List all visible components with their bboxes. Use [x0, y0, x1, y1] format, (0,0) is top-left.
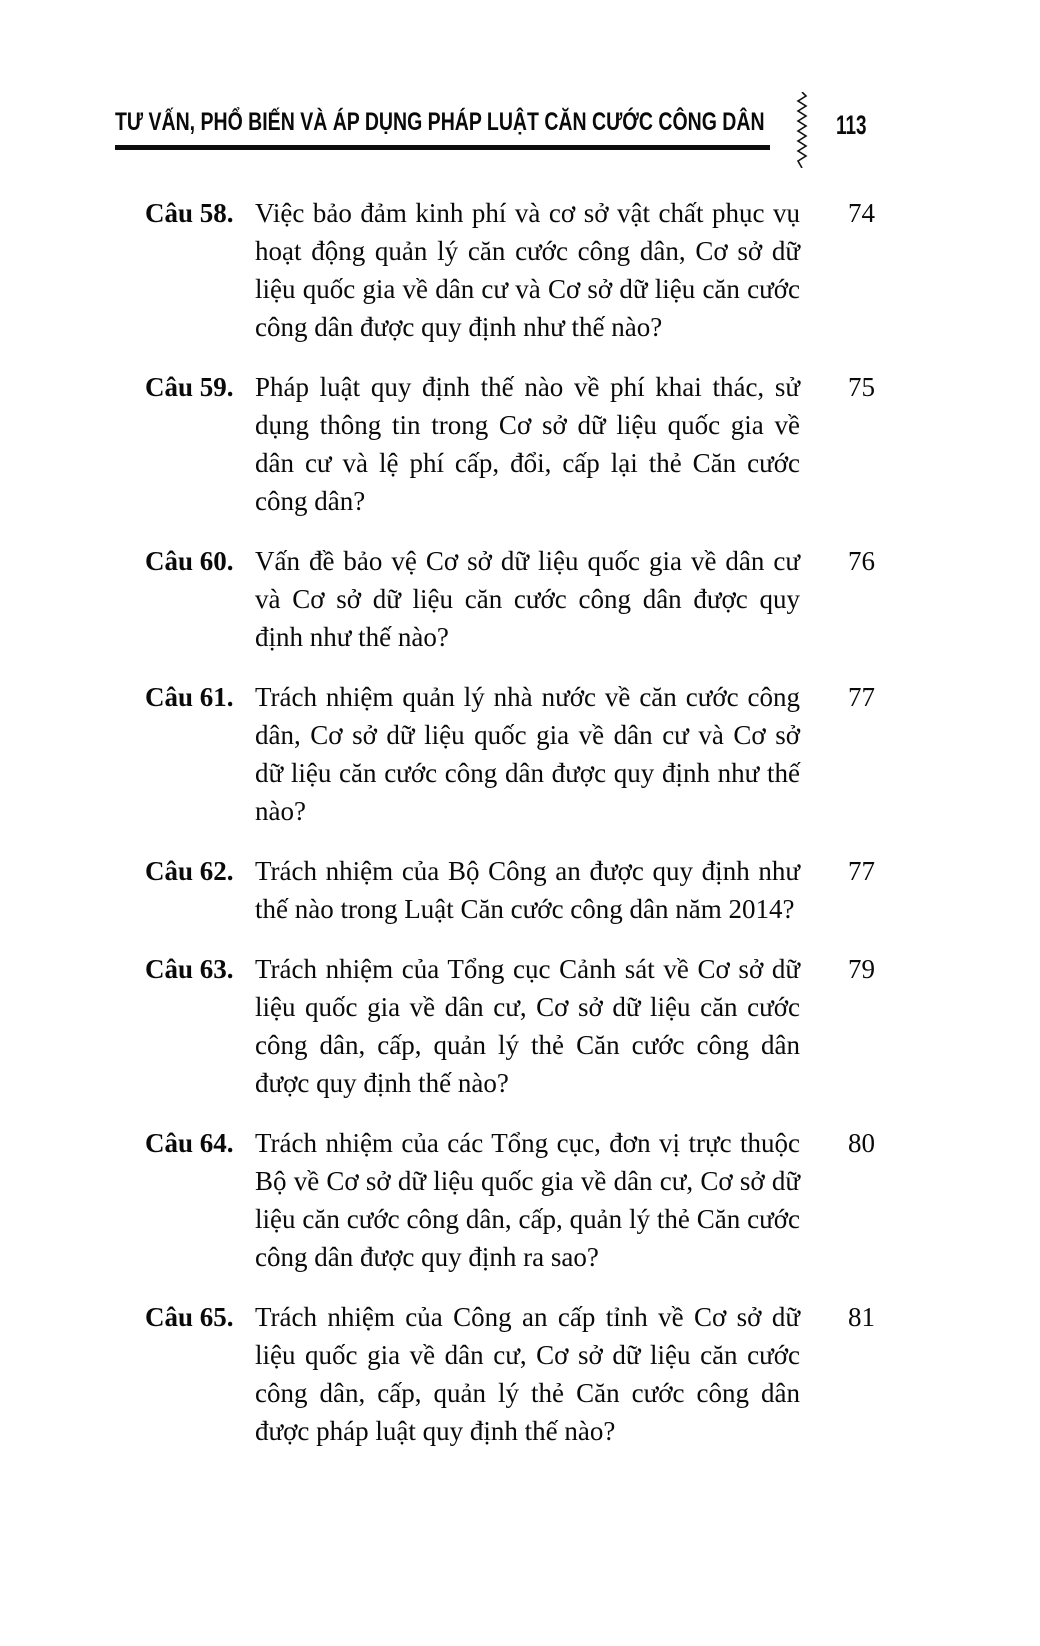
- table-of-contents: [145, 194, 875, 1472]
- toc-entry: [145, 1124, 875, 1276]
- toc-entry-text: Vấn đề bảo vệ Cơ sở dữ liệu quốc gia về dân cư và Cơ sở dữ liệu căn cước công dân được quy định như thế nào?: [255, 546, 800, 652]
- toc-entry-label: Câu 65.: [145, 1302, 234, 1332]
- toc-entry-page: 80: [848, 1128, 875, 1158]
- toc-entry-label: Câu 62.: [145, 856, 234, 886]
- toc-entry-text: Trách nhiệm của các Tổng cục, đơn vị trực thuộc Bộ về Cơ sở dữ liệu quốc gia về dân cư, Cơ sở dữ liệu căn cước công dân, cấp, quản lý thẻ Căn cước công dân được quy định ra sao?: [255, 1128, 800, 1272]
- toc-entry-page: 75: [848, 372, 875, 402]
- toc-entry-text: Trách nhiệm của Bộ Công an được quy định như thế nào trong Luật Căn cước công dân năm 2014?: [255, 856, 800, 924]
- toc-entry-page: 76: [848, 546, 875, 576]
- toc-entry-text: Pháp luật quy định thế nào về phí khai thác, sử dụng thông tin trong Cơ sở dữ liệu quốc gia về dân cư và lệ phí cấp, đổi, cấp lại thẻ Căn cước công dân?: [255, 372, 800, 516]
- toc-entry-text: Trách nhiệm quản lý nhà nước về căn cước công dân, Cơ sở dữ liệu quốc gia về dân cư và Cơ sở dữ liệu căn cước công dân được quy định như thế nào?: [255, 682, 800, 826]
- toc-entry-text: Việc bảo đảm kinh phí và cơ sở vật chất phục vụ hoạt động quản lý căn cước công dân, Cơ sở dữ liệu quốc gia về dân cư và Cơ sở dữ liệu căn cước công dân được quy định như thế nào?: [255, 198, 800, 342]
- page-number: 113: [836, 110, 867, 140]
- toc-entry-label: Câu 64.: [145, 1128, 234, 1158]
- toc-entry-label: Câu 61.: [145, 682, 234, 712]
- toc-entry-text: Trách nhiệm của Tổng cục Cảnh sát về Cơ sở dữ liệu quốc gia về dân cư, Cơ sở dữ liệu căn cước công dân, cấp, quản lý thẻ Căn cước công dân được quy định thế nào?: [255, 954, 800, 1098]
- running-header-title: TƯ VẤN, PHỔ BIẾN VÀ ÁP DỤNG PHÁP LUẬT CĂN CƯỚC CÔNG DÂN: [115, 108, 765, 136]
- toc-entry-page: 77: [848, 682, 875, 712]
- toc-entry-page: 79: [848, 954, 875, 984]
- toc-entry-label: Câu 63.: [145, 954, 234, 984]
- toc-entry-page: 74: [848, 198, 875, 228]
- header-rule: [115, 145, 770, 150]
- toc-entry-label: Câu 59.: [145, 372, 234, 402]
- toc-entry-page: 77: [848, 856, 875, 886]
- toc-entry-label: Câu 60.: [145, 546, 234, 576]
- chain-ornament-icon: [795, 92, 809, 168]
- toc-entry: [145, 950, 875, 1102]
- toc-entry: [145, 368, 875, 520]
- toc-entry: [145, 852, 875, 928]
- toc-entry: [145, 194, 875, 346]
- toc-entry-page: 81: [848, 1302, 875, 1332]
- toc-entry-label: Câu 58.: [145, 198, 234, 228]
- toc-entry: [145, 1298, 875, 1450]
- toc-entry: [145, 542, 875, 656]
- toc-entry-text: Trách nhiệm của Công an cấp tỉnh về Cơ sở dữ liệu quốc gia về dân cư, Cơ sở dữ liệu căn cước công dân, cấp, quản lý thẻ Căn cước công dân được pháp luật quy định thế nào?: [255, 1302, 800, 1446]
- toc-entry: [145, 678, 875, 830]
